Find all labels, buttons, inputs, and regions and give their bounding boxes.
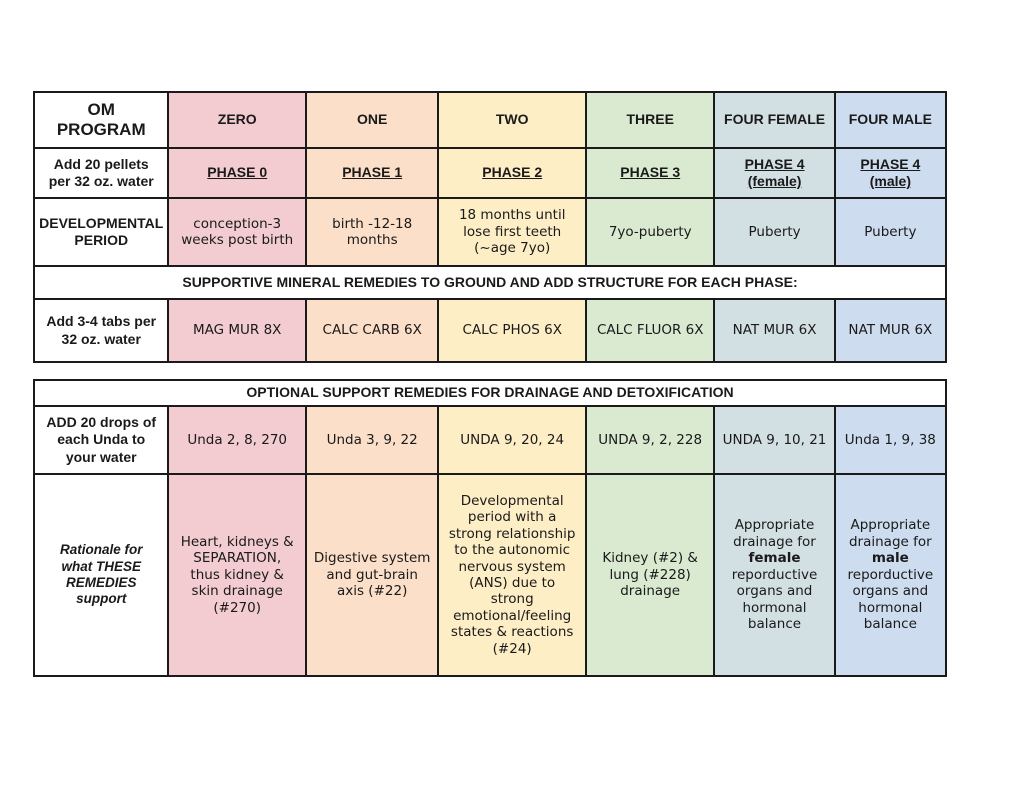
cell-line: organs and — [852, 583, 929, 600]
cell-line: months — [346, 232, 398, 248]
cell-line: (ANS) due to — [469, 575, 556, 591]
cell-emphasis: male — [871, 550, 909, 567]
cell-line: Heart, kidneys & — [180, 533, 294, 550]
cell-line: hormonal — [858, 599, 923, 616]
cell-line: organs and — [736, 583, 813, 600]
row-label-line: DEVELOPMENTAL — [39, 214, 164, 231]
rationale-cell-zero — [168, 474, 305, 676]
column-header-four-female: FOUR FEMALE — [714, 92, 834, 148]
program-title-line: OM — [87, 100, 115, 120]
cell-line: balance — [747, 616, 802, 633]
cell-line: nervous system — [458, 558, 566, 575]
program-title-cell — [34, 92, 168, 148]
cell-line: strong — [490, 591, 534, 608]
cell-emphasis: female — [748, 550, 801, 567]
unda-cell-two: UNDA 9, 20, 24 — [438, 406, 586, 474]
mineral-band-row — [34, 266, 946, 299]
period-cell-one — [306, 198, 438, 266]
cell-line: skin drainage — [191, 583, 283, 600]
rationale-cell-one — [306, 474, 438, 676]
mineral-cell-one: CALC CARB 6X — [306, 299, 438, 362]
phase-sublabel: (female) — [747, 173, 802, 189]
om-program-table — [33, 91, 947, 363]
cell-line: hormonal — [742, 599, 807, 616]
cell-line: drainage for — [848, 533, 932, 550]
mineral-row — [34, 299, 946, 362]
period-cell-four-female — [714, 198, 834, 266]
phase-cell-two — [438, 148, 586, 198]
mineral-cell-zero: MAG MUR 8X — [168, 299, 306, 362]
column-header-three: THREE — [586, 92, 714, 148]
unda-cell-zero: Unda 2, 8, 270 — [168, 406, 305, 474]
period-cell-four-male — [835, 198, 946, 266]
phase-cell-zero — [168, 148, 306, 198]
mineral-remedies-heading: SUPPORTIVE MINERAL REMEDIES TO GROUND AND ADD STRUCTURE FOR EACH PHASE: — [34, 266, 946, 299]
cell-line: 7yo-puberty — [608, 223, 692, 240]
cell-line: emotional/feeling — [453, 607, 572, 624]
unda-cell-four-male: Unda 1, 9, 38 — [835, 406, 946, 474]
row-label-line: each Unda to — [57, 431, 146, 448]
rationale-cell-three — [586, 474, 714, 676]
period-cell-zero — [168, 198, 306, 266]
row-label-line: Add 20 pellets — [53, 155, 149, 172]
mineral-cell-three: CALC FLUOR 6X — [586, 299, 714, 362]
column-header-zero: ZERO — [168, 92, 306, 148]
cell-line: Appropriate — [850, 517, 931, 534]
column-header-four-male: FOUR MALE — [835, 92, 946, 148]
program-title-line: PROGRAM — [56, 120, 146, 139]
mineral-cell-two: CALC PHOS 6X — [438, 299, 586, 362]
row-label-line: Rationale for — [59, 542, 143, 558]
row-label-line: support — [76, 591, 127, 607]
row-label-line: per 32 oz. water — [48, 173, 154, 189]
column-header-row — [34, 92, 946, 148]
rationale-row — [34, 474, 946, 676]
unda-cell-three: UNDA 9, 2, 228 — [586, 406, 714, 474]
cell-line: drainage — [620, 583, 681, 600]
cell-line: balance — [863, 616, 917, 633]
row-label-line: what THESE — [61, 558, 141, 574]
phase-label: PHASE 2 — [482, 164, 543, 181]
phase-cell-four-male — [835, 148, 946, 198]
row-label-tabs — [34, 299, 168, 362]
cell-line: conception-3 — [193, 215, 282, 232]
cell-line: and gut-brain — [326, 566, 418, 583]
mineral-cell-four-female: NAT MUR 6X — [714, 299, 834, 362]
phase-label: PHASE 4 — [744, 155, 805, 172]
phase-label: PHASE 4 — [860, 155, 921, 172]
phase-row — [34, 148, 946, 198]
cell-line: Puberty — [864, 223, 917, 240]
period-cell-three — [586, 198, 714, 266]
row-label-rationale — [34, 474, 168, 676]
cell-line: 18 months until — [458, 207, 566, 224]
rationale-cell-four-female — [714, 474, 834, 676]
cell-line: reporductive — [847, 566, 934, 583]
phase-label: PHASE 3 — [620, 164, 681, 181]
mineral-cell-four-male: NAT MUR 6X — [835, 299, 946, 362]
cell-line: Developmental — [460, 492, 564, 509]
cell-line: to the autonomic — [454, 542, 571, 559]
cell-line: strong relationship — [448, 525, 576, 542]
row-label-line: your water — [65, 448, 137, 465]
rationale-cell-four-male — [835, 474, 946, 676]
cell-line: states & reactions — [450, 624, 574, 641]
cell-line: Puberty — [748, 223, 801, 240]
support-remedies-heading: OPTIONAL SUPPORT REMEDIES FOR DRAINAGE AND DETOXIFICATION — [34, 380, 946, 406]
column-header-one: ONE — [306, 92, 438, 148]
unda-cell-four-female: UNDA 9, 10, 21 — [714, 406, 834, 474]
row-label-line: ADD 20 drops of — [46, 414, 157, 431]
cell-line: SEPARATION, — [193, 550, 282, 567]
phase-sublabel: (male) — [869, 173, 911, 189]
row-label-developmental-period — [34, 198, 168, 266]
row-label-line: Add 3-4 tabs per — [46, 313, 157, 330]
cell-line: (#270) — [213, 599, 261, 616]
unda-cell-one: Unda 3, 9, 22 — [306, 406, 438, 474]
cell-line: drainage for — [733, 533, 816, 550]
cell-line: axis (#22) — [336, 583, 408, 600]
phase-cell-one — [306, 148, 438, 198]
cell-line: Kidney (#2) & — [602, 550, 698, 567]
period-cell-two — [438, 198, 586, 266]
cell-line: thus kidney & — [190, 566, 284, 583]
row-label-unda — [34, 406, 168, 474]
cell-line: birth -12-18 — [332, 215, 413, 232]
row-label-pellets — [34, 148, 168, 198]
phase-cell-three — [586, 148, 714, 198]
phase-label: PHASE 1 — [342, 164, 403, 181]
cell-line: (#24) — [492, 640, 532, 657]
cell-line: weeks post birth — [181, 232, 294, 248]
phase-cell-four-female — [714, 148, 834, 198]
unda-row — [34, 406, 946, 474]
cell-line: reporductive — [731, 566, 818, 583]
rationale-cell-two — [438, 474, 586, 676]
row-label-line: 32 oz. water — [61, 330, 141, 347]
support-header-row — [34, 380, 946, 406]
row-label-line: REMEDIES — [65, 575, 137, 590]
cell-line: (~age 7yo) — [474, 240, 551, 257]
row-label-line: PERIOD — [74, 232, 129, 248]
cell-line: lung (#228) — [609, 566, 691, 583]
cell-line: period with a — [467, 509, 557, 526]
developmental-period-row — [34, 198, 946, 266]
support-remedies-table — [33, 379, 947, 677]
cell-line: Appropriate — [734, 517, 815, 534]
phase-label: PHASE 0 — [207, 164, 268, 181]
column-header-two: TWO — [438, 92, 586, 148]
cell-line: lose first teeth — [463, 223, 562, 240]
cell-line: Digestive system — [313, 550, 431, 567]
